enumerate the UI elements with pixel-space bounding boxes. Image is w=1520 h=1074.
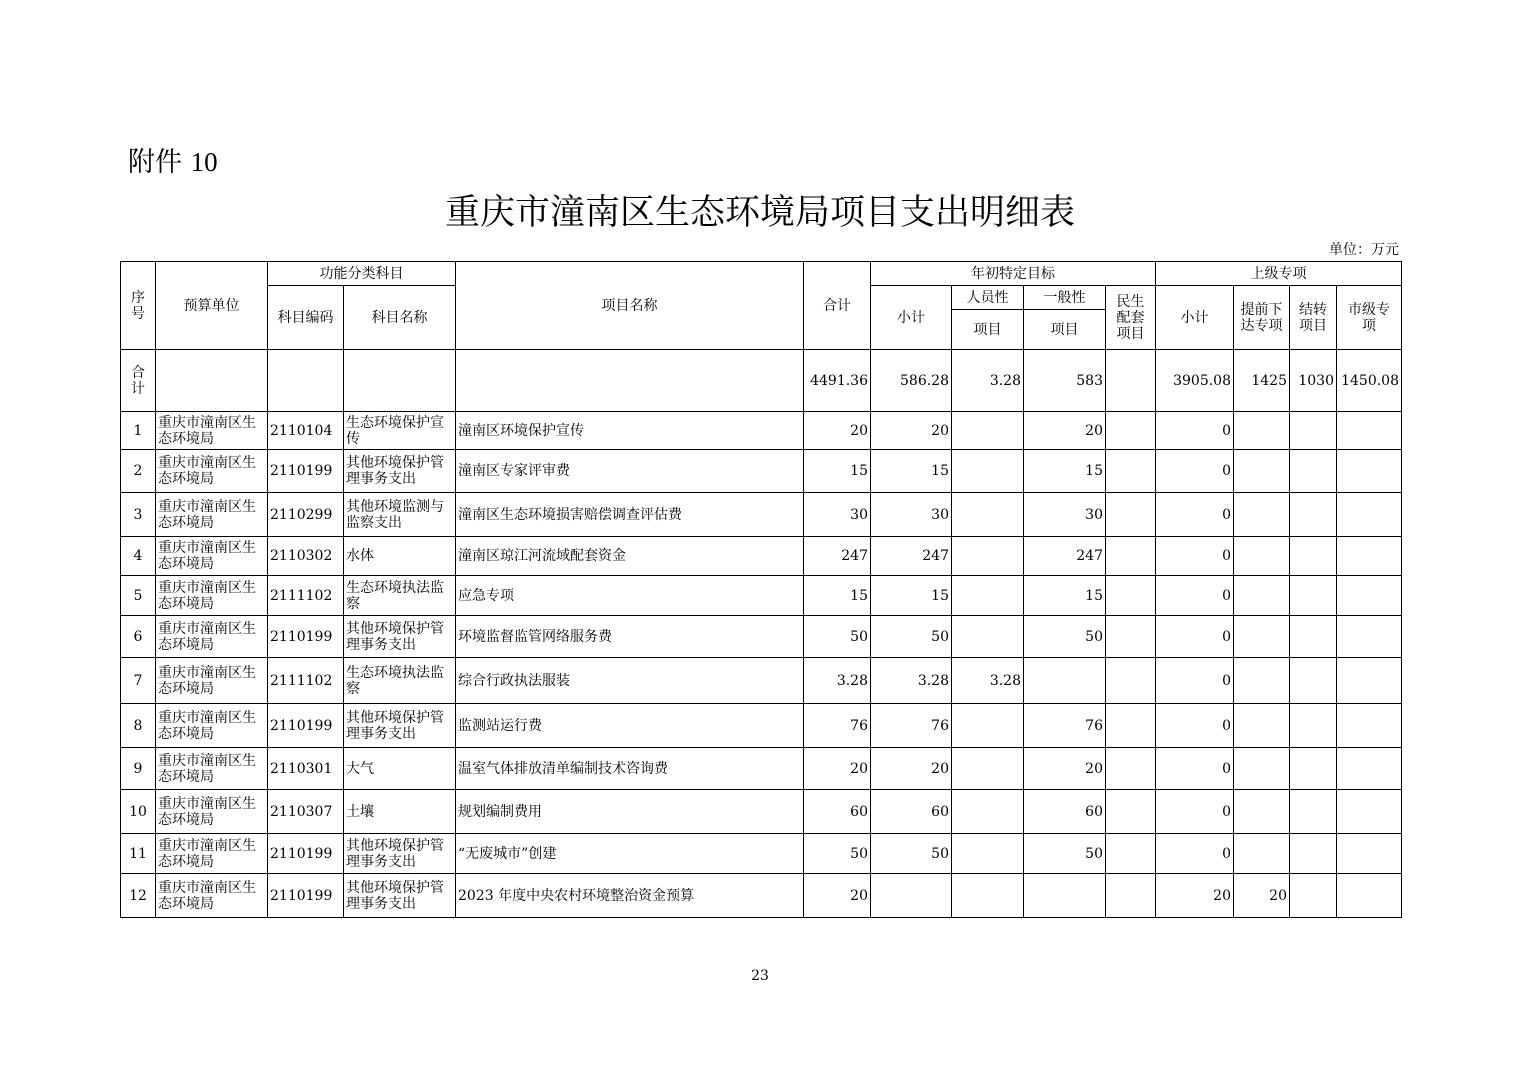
cell-carryover: [1290, 790, 1337, 834]
header-budget-unit: 预算单位: [156, 262, 268, 350]
cell-upper-subtotal: 0: [1156, 790, 1234, 834]
cell-upper-subtotal: 0: [1156, 704, 1234, 748]
cell-seq: 11: [121, 834, 156, 874]
table-row: [121, 412, 1402, 450]
cell-carryover: [1290, 704, 1337, 748]
cell-project: 规划编制费用: [456, 790, 804, 834]
cell-seq: 5: [121, 576, 156, 616]
cell-seq: 7: [121, 658, 156, 704]
cell-annual-subtotal: 247: [871, 537, 952, 576]
cell-carryover: [1290, 450, 1337, 493]
cell-carryover: [1290, 658, 1337, 704]
cell-advance: [1234, 493, 1290, 537]
cell-annual-subtotal: 50: [871, 834, 952, 874]
cell-unit: 重庆市潼南区生态环境局: [156, 537, 268, 576]
cell-upper-subtotal: 0: [1156, 616, 1234, 658]
cell-city: [1337, 874, 1402, 918]
cell-project: 潼南区琼江河流域配套资金: [456, 537, 804, 576]
cell-general: 15: [1024, 576, 1106, 616]
cell-annual-subtotal: 20: [871, 748, 952, 790]
summary-annual-subtotal: 586.28: [871, 350, 952, 412]
cell-general: [1024, 874, 1106, 918]
cell-project: 潼南区生态环境损害赔偿调查评估费: [456, 493, 804, 537]
cell-livelihood: [1106, 748, 1156, 790]
cell-unit: 重庆市潼南区生态环境局: [156, 450, 268, 493]
cell-seq: 9: [121, 748, 156, 790]
cell-seq: 1: [121, 412, 156, 450]
cell-subject: 其他环境保护管理事务支出: [344, 874, 456, 918]
header-upper-subtotal: 小计: [1156, 286, 1234, 350]
cell-personnel: [952, 493, 1024, 537]
cell-annual-subtotal: 50: [871, 616, 952, 658]
cell-city: [1337, 834, 1402, 874]
cell-upper-subtotal: 0: [1156, 412, 1234, 450]
cell-total: 50: [804, 834, 871, 874]
cell-livelihood: [1106, 493, 1156, 537]
cell-personnel: [952, 537, 1024, 576]
cell-total: 20: [804, 412, 871, 450]
cell-city: [1337, 537, 1402, 576]
cell-code: 2110301: [268, 748, 344, 790]
cell-code: 2110199: [268, 834, 344, 874]
cell-total: 15: [804, 450, 871, 493]
cell-unit: 重庆市潼南区生态环境局: [156, 658, 268, 704]
cell-carryover: [1290, 874, 1337, 918]
cell-annual-subtotal: 20: [871, 412, 952, 450]
cell-code: 2110104: [268, 412, 344, 450]
cell-livelihood: [1106, 576, 1156, 616]
cell-total: 50: [804, 616, 871, 658]
cell-unit: 重庆市潼南区生态环境局: [156, 493, 268, 537]
header-livelihood: 民生配套项目: [1106, 286, 1156, 350]
expense-table: [120, 261, 1402, 918]
cell-subject: 其他环境保护管理事务支出: [344, 450, 456, 493]
cell-general: 30: [1024, 493, 1106, 537]
cell-general: [1024, 658, 1106, 704]
cell-personnel: [952, 834, 1024, 874]
cell-carryover: [1290, 616, 1337, 658]
cell-code: 2110302: [268, 537, 344, 576]
table-row: [121, 704, 1402, 748]
cell-unit: 重庆市潼南区生态环境局: [156, 790, 268, 834]
cell-general: 20: [1024, 412, 1106, 450]
table-row: [121, 874, 1402, 918]
cell-livelihood: [1106, 834, 1156, 874]
summary-upper-subtotal: 3905.08: [1156, 350, 1234, 412]
cell-subject: 其他环境保护管理事务支出: [344, 616, 456, 658]
cell-subject: 水体: [344, 537, 456, 576]
cell-total: 247: [804, 537, 871, 576]
summary-code-empty: [268, 350, 344, 412]
document-title: 重庆市潼南区生态环境局项目支出明细表: [444, 193, 1075, 233]
cell-personnel: [952, 616, 1024, 658]
cell-project: 综合行政执法服装: [456, 658, 804, 704]
cell-advance: [1234, 537, 1290, 576]
cell-livelihood: [1106, 874, 1156, 918]
header-total: 合计: [804, 262, 871, 350]
cell-city: [1337, 576, 1402, 616]
cell-subject: 其他环境保护管理事务支出: [344, 704, 456, 748]
cell-general: 20: [1024, 748, 1106, 790]
header-row-1: [121, 262, 1402, 286]
page-number: 23: [751, 968, 769, 984]
cell-code: 2110299: [268, 493, 344, 537]
cell-advance: [1234, 748, 1290, 790]
cell-city: [1337, 658, 1402, 704]
cell-subject: 土壤: [344, 790, 456, 834]
attachment-number: 10: [190, 147, 218, 177]
cell-general: 247: [1024, 537, 1106, 576]
header-city: 市级专项: [1337, 286, 1402, 350]
cell-code: 2110199: [268, 704, 344, 748]
header-upper-group: 上级专项: [1156, 262, 1402, 286]
header-advance: 提前下达专项: [1234, 286, 1290, 350]
cell-livelihood: [1106, 658, 1156, 704]
cell-city: [1337, 616, 1402, 658]
cell-unit: 重庆市潼南区生态环境局: [156, 834, 268, 874]
cell-seq: 4: [121, 537, 156, 576]
table-row: [121, 748, 1402, 790]
cell-total: 3.28: [804, 658, 871, 704]
cell-total: 15: [804, 576, 871, 616]
cell-code: 2110307: [268, 790, 344, 834]
cell-subject: 其他环境保护管理事务支出: [344, 834, 456, 874]
cell-carryover: [1290, 834, 1337, 874]
summary-livelihood: [1106, 350, 1156, 412]
cell-general: 60: [1024, 790, 1106, 834]
cell-advance: [1234, 704, 1290, 748]
cell-general: 50: [1024, 616, 1106, 658]
cell-upper-subtotal: 0: [1156, 748, 1234, 790]
cell-upper-subtotal: 0: [1156, 493, 1234, 537]
cell-carryover: [1290, 537, 1337, 576]
cell-livelihood: [1106, 790, 1156, 834]
summary-advance: 1425: [1234, 350, 1290, 412]
cell-personnel: [952, 748, 1024, 790]
cell-unit: 重庆市潼南区生态环境局: [156, 616, 268, 658]
table-row: [121, 616, 1402, 658]
cell-personnel: [952, 790, 1024, 834]
cell-livelihood: [1106, 704, 1156, 748]
cell-personnel: 3.28: [952, 658, 1024, 704]
header-carryover: 结转项目: [1290, 286, 1337, 350]
cell-total: 30: [804, 493, 871, 537]
cell-annual-subtotal: 3.28: [871, 658, 952, 704]
cell-project: 2023 年度中央农村环境整治资金预算: [456, 874, 804, 918]
cell-subject: 生态环境保护宣传: [344, 412, 456, 450]
summary-unit-empty: [156, 350, 268, 412]
cell-subject: 生态环境执法监察: [344, 658, 456, 704]
cell-carryover: [1290, 412, 1337, 450]
cell-annual-subtotal: [871, 874, 952, 918]
cell-general: 76: [1024, 704, 1106, 748]
header-annual-subtotal: 小计: [871, 286, 952, 350]
attachment-label: [128, 146, 218, 179]
cell-total: 76: [804, 704, 871, 748]
cell-total: 20: [804, 874, 871, 918]
header-general-top: 一般性: [1024, 286, 1106, 310]
cell-seq: 10: [121, 790, 156, 834]
cell-upper-subtotal: 0: [1156, 834, 1234, 874]
cell-seq: 8: [121, 704, 156, 748]
cell-personnel: [952, 576, 1024, 616]
cell-carryover: [1290, 748, 1337, 790]
summary-personnel: 3.28: [952, 350, 1024, 412]
cell-advance: [1234, 616, 1290, 658]
cell-city: [1337, 704, 1402, 748]
cell-annual-subtotal: 76: [871, 704, 952, 748]
header-function-group: 功能分类科目: [268, 262, 456, 286]
cell-subject: 其他环境监测与监察支出: [344, 493, 456, 537]
cell-upper-subtotal: 0: [1156, 450, 1234, 493]
cell-project: 潼南区环境保护宣传: [456, 412, 804, 450]
cell-code: 2110199: [268, 874, 344, 918]
summary-general: 583: [1024, 350, 1106, 412]
cell-annual-subtotal: 15: [871, 576, 952, 616]
summary-row: [121, 350, 1402, 412]
cell-personnel: [952, 450, 1024, 493]
header-subject: 科目名称: [344, 286, 456, 350]
cell-personnel: [952, 704, 1024, 748]
table-row: [121, 834, 1402, 874]
table-row: [121, 450, 1402, 493]
cell-upper-subtotal: 0: [1156, 576, 1234, 616]
table-row: [121, 790, 1402, 834]
cell-seq: 2: [121, 450, 156, 493]
cell-city: [1337, 790, 1402, 834]
header-project-name: 项目名称: [456, 262, 804, 350]
attachment-text: 附件: [128, 147, 182, 178]
header-general-bottom: 项目: [1024, 310, 1106, 350]
cell-advance: [1234, 834, 1290, 874]
summary-subject-empty: [344, 350, 456, 412]
cell-subject: 生态环境执法监察: [344, 576, 456, 616]
cell-upper-subtotal: 0: [1156, 658, 1234, 704]
cell-seq: 3: [121, 493, 156, 537]
cell-total: 20: [804, 748, 871, 790]
cell-unit: 重庆市潼南区生态环境局: [156, 874, 268, 918]
cell-city: [1337, 493, 1402, 537]
cell-livelihood: [1106, 537, 1156, 576]
cell-advance: 20: [1234, 874, 1290, 918]
table-row: [121, 493, 1402, 537]
cell-livelihood: [1106, 412, 1156, 450]
cell-upper-subtotal: 20: [1156, 874, 1234, 918]
header-code: 科目编码: [268, 286, 344, 350]
header-personnel-top: 人员性: [952, 286, 1024, 310]
header-annual-group: 年初特定目标: [871, 262, 1156, 286]
cell-carryover: [1290, 493, 1337, 537]
cell-seq: 6: [121, 616, 156, 658]
cell-seq: 12: [121, 874, 156, 918]
cell-upper-subtotal: 0: [1156, 537, 1234, 576]
cell-annual-subtotal: 30: [871, 493, 952, 537]
cell-unit: 重庆市潼南区生态环境局: [156, 576, 268, 616]
cell-project: 潼南区专家评审费: [456, 450, 804, 493]
summary-project-empty: [456, 350, 804, 412]
cell-personnel: [952, 412, 1024, 450]
cell-general: 15: [1024, 450, 1106, 493]
unit-label: 单位：万元: [1329, 242, 1399, 258]
cell-advance: [1234, 450, 1290, 493]
summary-total: 4491.36: [804, 350, 871, 412]
cell-project: “无废城市”创建: [456, 834, 804, 874]
cell-carryover: [1290, 576, 1337, 616]
summary-carryover: 1030: [1290, 350, 1337, 412]
cell-livelihood: [1106, 616, 1156, 658]
cell-project: 监测站运行费: [456, 704, 804, 748]
cell-code: 2110199: [268, 450, 344, 493]
header-seq: 序号: [121, 262, 156, 350]
table-row: [121, 576, 1402, 616]
cell-city: [1337, 450, 1402, 493]
cell-project: 温室气体排放清单编制技术咨询费: [456, 748, 804, 790]
cell-general: 50: [1024, 834, 1106, 874]
cell-code: 2110199: [268, 616, 344, 658]
cell-unit: 重庆市潼南区生态环境局: [156, 412, 268, 450]
cell-advance: [1234, 790, 1290, 834]
cell-code: 2111102: [268, 658, 344, 704]
cell-personnel: [952, 874, 1024, 918]
cell-annual-subtotal: 60: [871, 790, 952, 834]
cell-project: 应急专项: [456, 576, 804, 616]
summary-label: 合计: [121, 350, 156, 412]
table-row: [121, 537, 1402, 576]
cell-code: 2111102: [268, 576, 344, 616]
cell-advance: [1234, 658, 1290, 704]
cell-advance: [1234, 412, 1290, 450]
cell-unit: 重庆市潼南区生态环境局: [156, 748, 268, 790]
header-personnel-bottom: 项目: [952, 310, 1024, 350]
cell-city: [1337, 412, 1402, 450]
cell-city: [1337, 748, 1402, 790]
cell-project: 环境监督监管网络服务费: [456, 616, 804, 658]
cell-unit: 重庆市潼南区生态环境局: [156, 704, 268, 748]
cell-annual-subtotal: 15: [871, 450, 952, 493]
cell-total: 60: [804, 790, 871, 834]
cell-subject: 大气: [344, 748, 456, 790]
table-row: [121, 658, 1402, 704]
summary-city: 1450.08: [1337, 350, 1402, 412]
cell-advance: [1234, 576, 1290, 616]
cell-livelihood: [1106, 450, 1156, 493]
